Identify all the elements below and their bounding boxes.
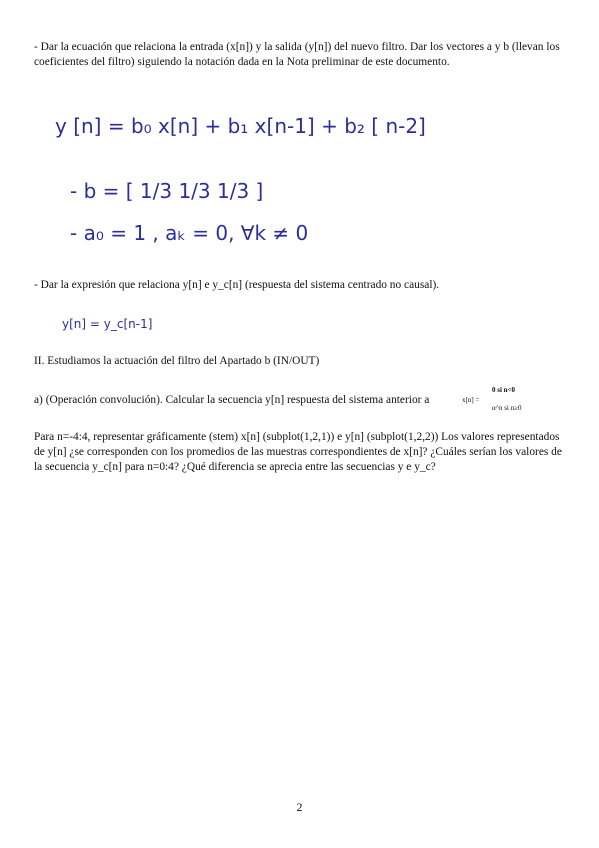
- handwritten-eq4-text: y[n] = y_c[n-1]: [62, 317, 153, 331]
- handwritten-equation-2: [55, 170, 575, 210]
- page-number: 2: [296, 800, 303, 814]
- handwritten-equation-3: [55, 212, 575, 252]
- handwritten-equation-1: [55, 105, 575, 145]
- handwritten-eq1-text: y [n] = b₀ x[n] + b₁ x[n-1] + b₂ [ n-2]: [55, 114, 426, 138]
- paragraph-convolution: a) (Operación convolución). Calcular la secuencia y[n] respuesta del sistema anterior a: [34, 394, 430, 406]
- paragraph-filter-equation: - Dar la ecuación que relaciona la entrada (x[n]) y la salida (y[n]) del nuevo filtro. Dar los vectores a y b (llevan los coeficientes del filtro) siguiendo la notación dada en la Nota preliminar de este documento.: [34, 41, 560, 68]
- handwritten-eq3-text: - a₀ = 1 , aₖ = 0, ∀k ≠ 0: [70, 221, 309, 245]
- piecewise-formula: [462, 386, 542, 414]
- formula-row1: 0 si n<0: [492, 386, 516, 394]
- handwritten-equation-4: [62, 308, 582, 348]
- handwritten-eq2-text: - b = [ 1/3 1/3 1/3 ]: [70, 179, 264, 203]
- formula-row2: α^n si n≥0: [492, 404, 522, 412]
- section-heading: II. Estudiamos la actuación del filtro del Apartado b (IN/OUT): [34, 355, 320, 367]
- paragraph-relation-yc: - Dar la expresión que relaciona y[n] e y_c[n] (respuesta del sistema centrado no causal).: [34, 279, 440, 291]
- paragraph-plot-instructions: Para n=-4:4, representar gráficamente (stem) x[n] (subplot(1,2,1)) e y[n] (subplot(1,2,2)) Los valores representados de y[n] ¿se corresponden con los promedios de las muestras correspondientes de x[n]? ¿Cuáles serían los valores de la secuencia y_c[n] para n=0:4? ¿Qué diferencia se aprecia entre las secuencias y e y_c?: [34, 431, 562, 473]
- formula-lhs: x[n] =: [462, 396, 480, 404]
